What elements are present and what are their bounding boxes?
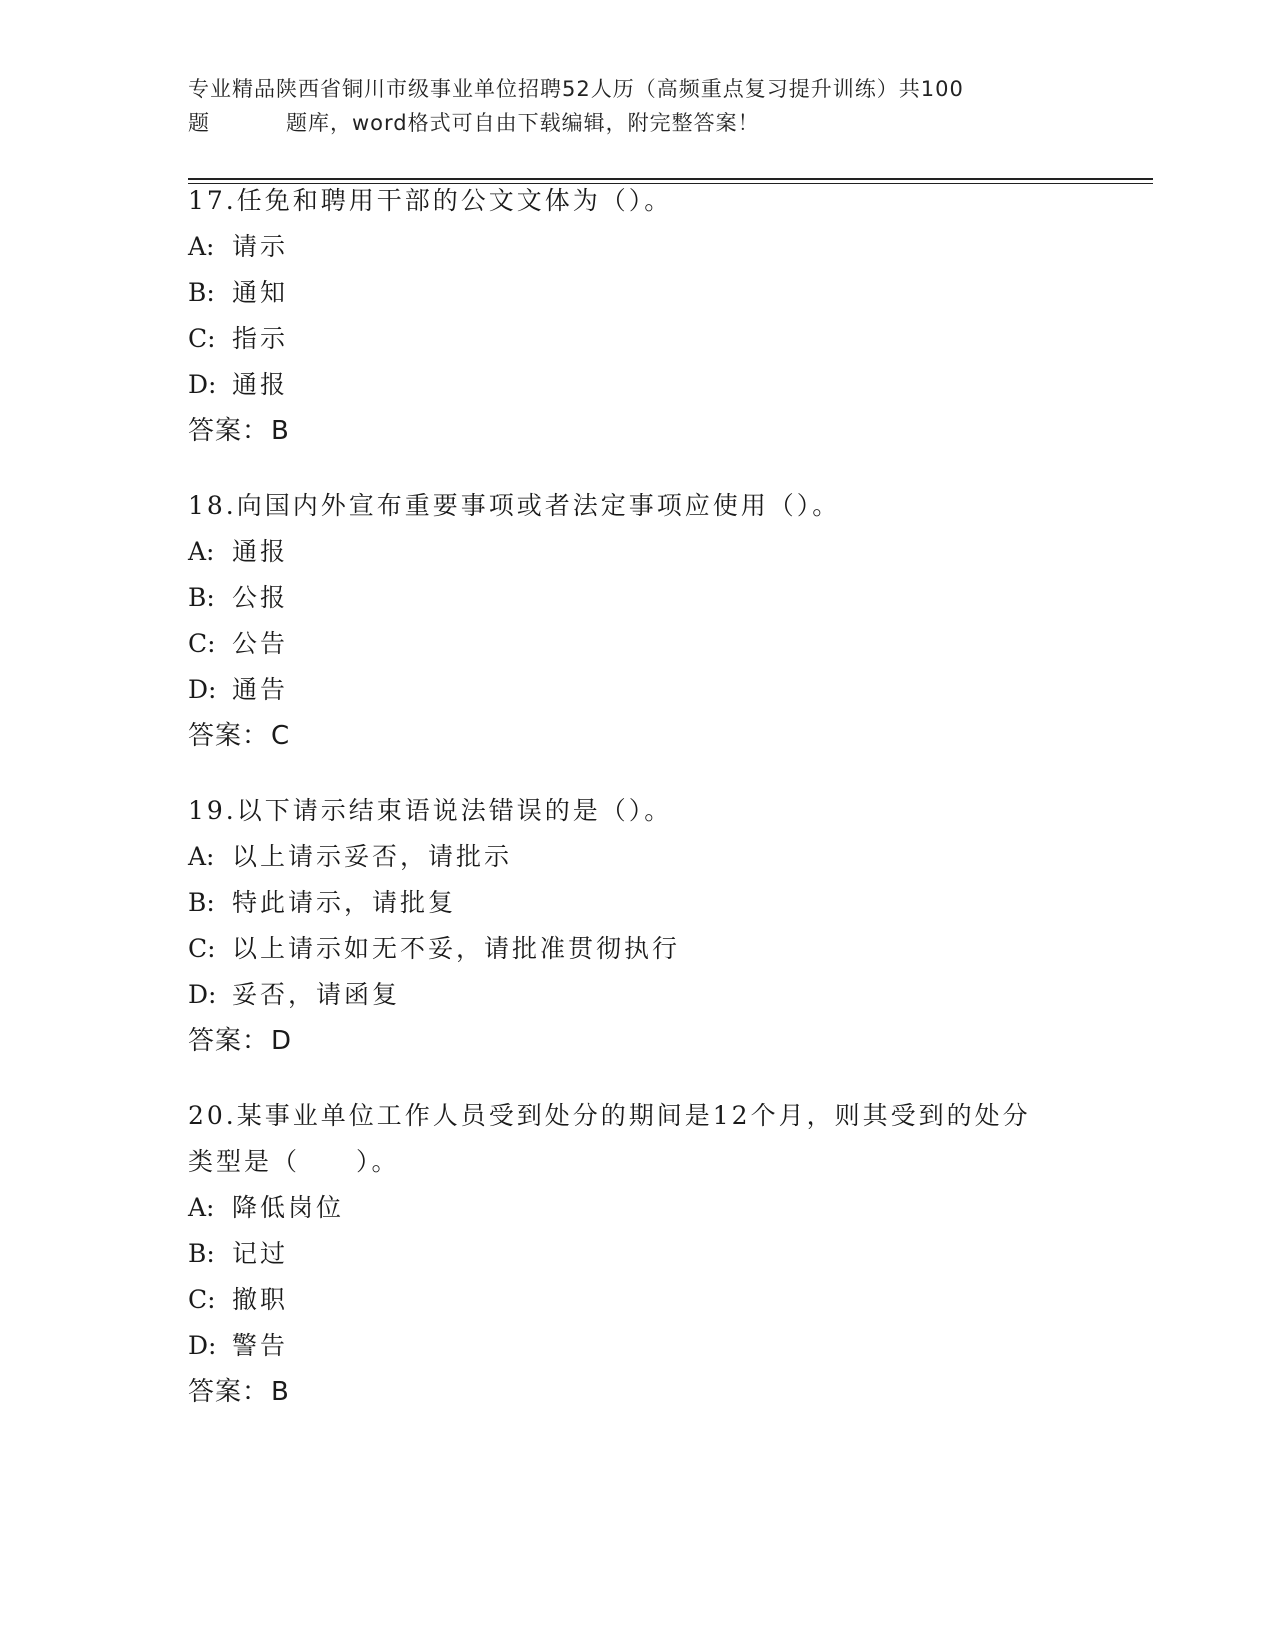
option-d: [188, 667, 1088, 713]
option-text: 警告: [232, 1331, 289, 1360]
question-20: [188, 1093, 1088, 1415]
option-letter: C:: [188, 1285, 216, 1314]
option-text: 通报: [232, 537, 289, 566]
option-letter: A:: [188, 1193, 215, 1222]
option-letter: D:: [188, 675, 217, 704]
option-text: 特此请示，请批复: [232, 888, 457, 917]
answer-value: D: [271, 1026, 293, 1056]
option-text: 通告: [232, 675, 289, 704]
option-text: 请示: [232, 232, 289, 261]
question-17: [188, 178, 1088, 454]
option-letter: B:: [188, 278, 215, 307]
option-a: [188, 224, 1088, 270]
document-header: [188, 72, 1088, 140]
option-text: 公告: [232, 629, 289, 658]
option-letter: D:: [188, 1331, 217, 1360]
question-text-continued: 类型是（ ）。: [188, 1147, 400, 1176]
header-subtitle-right: 题库，word格式可自由下载编辑，附完整答案！: [286, 111, 760, 135]
option-b: [188, 270, 1088, 316]
option-b: [188, 1231, 1088, 1277]
question-19: [188, 788, 1088, 1064]
option-letter: B:: [188, 888, 215, 917]
answer-line: [188, 1369, 1088, 1415]
answer-value: B: [271, 1377, 290, 1407]
question-text: 19.以下请示结束语说法错误的是（）。: [188, 796, 673, 825]
option-c: [188, 621, 1088, 667]
option-c: [188, 1277, 1088, 1323]
answer-line: [188, 1018, 1088, 1064]
option-text: 记过: [232, 1239, 289, 1268]
question-text: 17.任免和聘用干部的公文文体为（）。: [188, 186, 673, 215]
header-subtitle-line: [188, 106, 1088, 140]
answer-line: [188, 713, 1088, 759]
answer-value: B: [271, 416, 290, 446]
option-a: [188, 834, 1088, 880]
option-text: 以上请示妥否，请批示: [232, 842, 513, 871]
option-letter: D:: [188, 370, 217, 399]
answer-label: 答案：: [188, 1026, 270, 1056]
question-text: 20.某事业单位工作人员受到处分的期间是12个月，则其受到的处分: [188, 1101, 1031, 1130]
option-text: 撤职: [232, 1285, 289, 1314]
option-a: [188, 1185, 1088, 1231]
option-text: 妥否，请函复: [232, 980, 401, 1009]
question-text: 18.向国内外宣布重要事项或者法定事项应使用（）。: [188, 491, 841, 520]
option-text: 通报: [232, 370, 289, 399]
answer-label: 答案：: [188, 416, 270, 446]
option-letter: C:: [188, 934, 216, 963]
option-d: [188, 362, 1088, 408]
option-c: [188, 926, 1088, 972]
option-b: [188, 880, 1088, 926]
option-letter: A:: [188, 842, 215, 871]
option-letter: A:: [188, 232, 215, 261]
option-b: [188, 575, 1088, 621]
header-subtitle-left: 题: [188, 111, 210, 135]
option-letter: B:: [188, 583, 215, 612]
option-a: [188, 529, 1088, 575]
question-18: [188, 483, 1088, 759]
option-text: 公报: [232, 583, 289, 612]
option-d: [188, 972, 1088, 1018]
answer-label: 答案：: [188, 721, 270, 751]
header-title-line: 专业精品陕西省铜川市级事业单位招聘52人历（高频重点复习提升训练）共100: [188, 77, 964, 101]
answer-label: 答案：: [188, 1377, 270, 1407]
option-text: 以上请示如无不妥，请批准贯彻执行: [232, 934, 681, 963]
option-text: 降低岗位: [232, 1193, 345, 1222]
option-text: 指示: [232, 324, 289, 353]
option-letter: A:: [188, 537, 215, 566]
option-letter: D:: [188, 980, 217, 1009]
option-letter: C:: [188, 324, 216, 353]
option-letter: C:: [188, 629, 216, 658]
option-text: 通知: [232, 278, 289, 307]
option-c: [188, 316, 1088, 362]
option-letter: B:: [188, 1239, 215, 1268]
answer-line: [188, 408, 1088, 454]
option-d: [188, 1323, 1088, 1369]
answer-value: C: [271, 721, 291, 751]
